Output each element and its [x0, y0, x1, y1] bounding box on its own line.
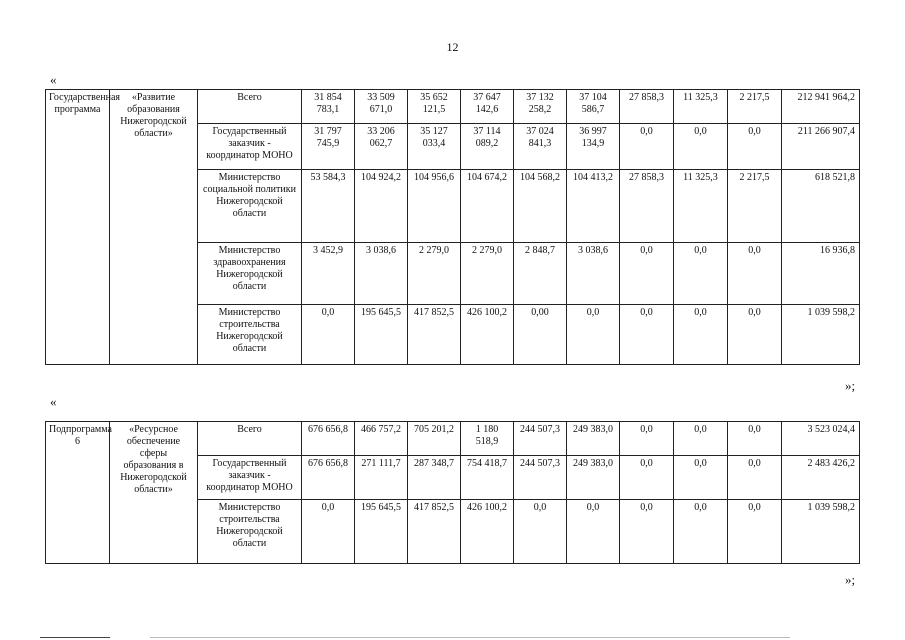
row-label-cell: Всего — [198, 422, 302, 456]
value-cell: 0,0 — [674, 422, 728, 456]
value-cell: 195 645,5 — [355, 305, 408, 365]
bottom-scan-edge — [0, 632, 905, 640]
value-cell: 426 100,2 — [461, 500, 514, 564]
open-quote-2: « — [50, 394, 57, 409]
value-cell: 754 418,7 — [461, 456, 514, 500]
value-cell: 2 848,7 — [514, 243, 567, 305]
value-cell: 31 797 745,9 — [302, 124, 355, 170]
value-cell: 3 038,6 — [567, 243, 620, 305]
value-cell: 0,0 — [620, 456, 674, 500]
value-cell: 104 674,2 — [461, 170, 514, 243]
row-label-cell: Министерство социальной политики Нижегородской области — [198, 170, 302, 243]
value-cell: 31 854 783,1 — [302, 90, 355, 124]
table-row — [46, 422, 860, 456]
program-name-cell: «Развитие образования Нижегородской области» — [110, 90, 198, 365]
program-type-cell: Государственная программа — [46, 90, 110, 365]
value-cell: 0,0 — [302, 500, 355, 564]
value-cell: 1 039 598,2 — [782, 500, 860, 564]
value-cell: 0,0 — [620, 124, 674, 170]
value-cell: 676 656,8 — [302, 422, 355, 456]
value-cell: 0,0 — [567, 305, 620, 365]
value-cell: 27 858,3 — [620, 90, 674, 124]
row-label-cell: Министерство строительства Нижегородской области — [198, 500, 302, 564]
value-cell: 705 201,2 — [408, 422, 461, 456]
value-cell: 3 452,9 — [302, 243, 355, 305]
value-cell: 2 217,5 — [728, 90, 782, 124]
value-cell: 104 956,6 — [408, 170, 461, 243]
value-cell: 466 757,2 — [355, 422, 408, 456]
value-cell: 0,0 — [620, 243, 674, 305]
value-cell: 0,0 — [674, 456, 728, 500]
value-cell: 0,0 — [674, 243, 728, 305]
value-cell: 2 279,0 — [408, 243, 461, 305]
value-cell: 37 104 586,7 — [567, 90, 620, 124]
value-cell: 0,00 — [514, 305, 567, 365]
value-cell: 0,0 — [674, 500, 728, 564]
value-cell: 0,0 — [674, 305, 728, 365]
value-cell: 417 852,5 — [408, 500, 461, 564]
value-cell: 33 206 062,7 — [355, 124, 408, 170]
value-cell: 35 652 121,5 — [408, 90, 461, 124]
value-cell: 37 647 142,6 — [461, 90, 514, 124]
value-cell: 104 413,2 — [567, 170, 620, 243]
value-cell: 11 325,3 — [674, 170, 728, 243]
value-cell: 0,0 — [728, 305, 782, 365]
value-cell: 426 100,2 — [461, 305, 514, 365]
page-number: 12 — [446, 40, 459, 54]
value-cell: 249 383,0 — [567, 456, 620, 500]
value-cell: 0,0 — [567, 500, 620, 564]
value-cell: 249 383,0 — [567, 422, 620, 456]
value-cell: 16 936,8 — [782, 243, 860, 305]
value-cell: 0,0 — [620, 305, 674, 365]
program-name-cell: «Ресурсное обеспечение сферы образования в Нижегородской области» — [110, 422, 198, 564]
value-cell: 0,0 — [728, 500, 782, 564]
value-cell: 271 111,7 — [355, 456, 408, 500]
value-cell: 0,0 — [728, 456, 782, 500]
value-cell: 0,0 — [302, 305, 355, 365]
value-cell: 3 038,6 — [355, 243, 408, 305]
value-cell: 37 114 089,2 — [461, 124, 514, 170]
close-quote-2: »; — [845, 572, 856, 587]
value-cell: 35 127 033,4 — [408, 124, 461, 170]
value-cell: 212 941 964,2 — [782, 90, 860, 124]
row-label-cell: Государственный заказчик - координатор МОНО — [198, 456, 302, 500]
value-cell: 211 266 907,4 — [782, 124, 860, 170]
value-cell: 2 279,0 — [461, 243, 514, 305]
value-cell: 0,0 — [728, 124, 782, 170]
value-cell: 1 180 518,9 — [461, 422, 514, 456]
row-label-cell: Всего — [198, 90, 302, 124]
value-cell: 676 656,8 — [302, 456, 355, 500]
value-cell: 618 521,8 — [782, 170, 860, 243]
value-cell: 104 568,2 — [514, 170, 567, 243]
value-cell: 2 483 426,2 — [782, 456, 860, 500]
value-cell: 287 348,7 — [408, 456, 461, 500]
value-cell: 417 852,5 — [408, 305, 461, 365]
value-cell: 1 039 598,2 — [782, 305, 860, 365]
value-cell: 27 858,3 — [620, 170, 674, 243]
value-cell: 0,0 — [728, 243, 782, 305]
value-cell: 0,0 — [674, 124, 728, 170]
value-cell: 33 509 671,0 — [355, 90, 408, 124]
value-cell: 0,0 — [620, 500, 674, 564]
value-cell: 3 523 024,4 — [782, 422, 860, 456]
value-cell: 37 024 841,3 — [514, 124, 567, 170]
row-label-cell: Государственный заказчик - координатор МОНО — [198, 124, 302, 170]
open-quote-1: « — [50, 72, 57, 87]
value-cell: 104 924,2 — [355, 170, 408, 243]
value-cell: 244 507,3 — [514, 456, 567, 500]
program-type-cell: Подпрограмма 6 — [46, 422, 110, 564]
close-quote-1: »; — [845, 378, 856, 393]
row-label-cell: Министерство строительства Нижегородской области — [198, 305, 302, 365]
row-label-cell: Министерство здравоохранения Нижегородской области — [198, 243, 302, 305]
table-row — [46, 90, 860, 124]
value-cell: 11 325,3 — [674, 90, 728, 124]
table-subprogram-6 — [45, 421, 860, 564]
value-cell: 2 217,5 — [728, 170, 782, 243]
value-cell: 36 997 134,9 — [567, 124, 620, 170]
value-cell: 244 507,3 — [514, 422, 567, 456]
value-cell: 0,0 — [514, 500, 567, 564]
value-cell: 195 645,5 — [355, 500, 408, 564]
value-cell: 0,0 — [728, 422, 782, 456]
table-state-program — [45, 89, 860, 365]
value-cell: 0,0 — [620, 422, 674, 456]
value-cell: 53 584,3 — [302, 170, 355, 243]
value-cell: 37 132 258,2 — [514, 90, 567, 124]
